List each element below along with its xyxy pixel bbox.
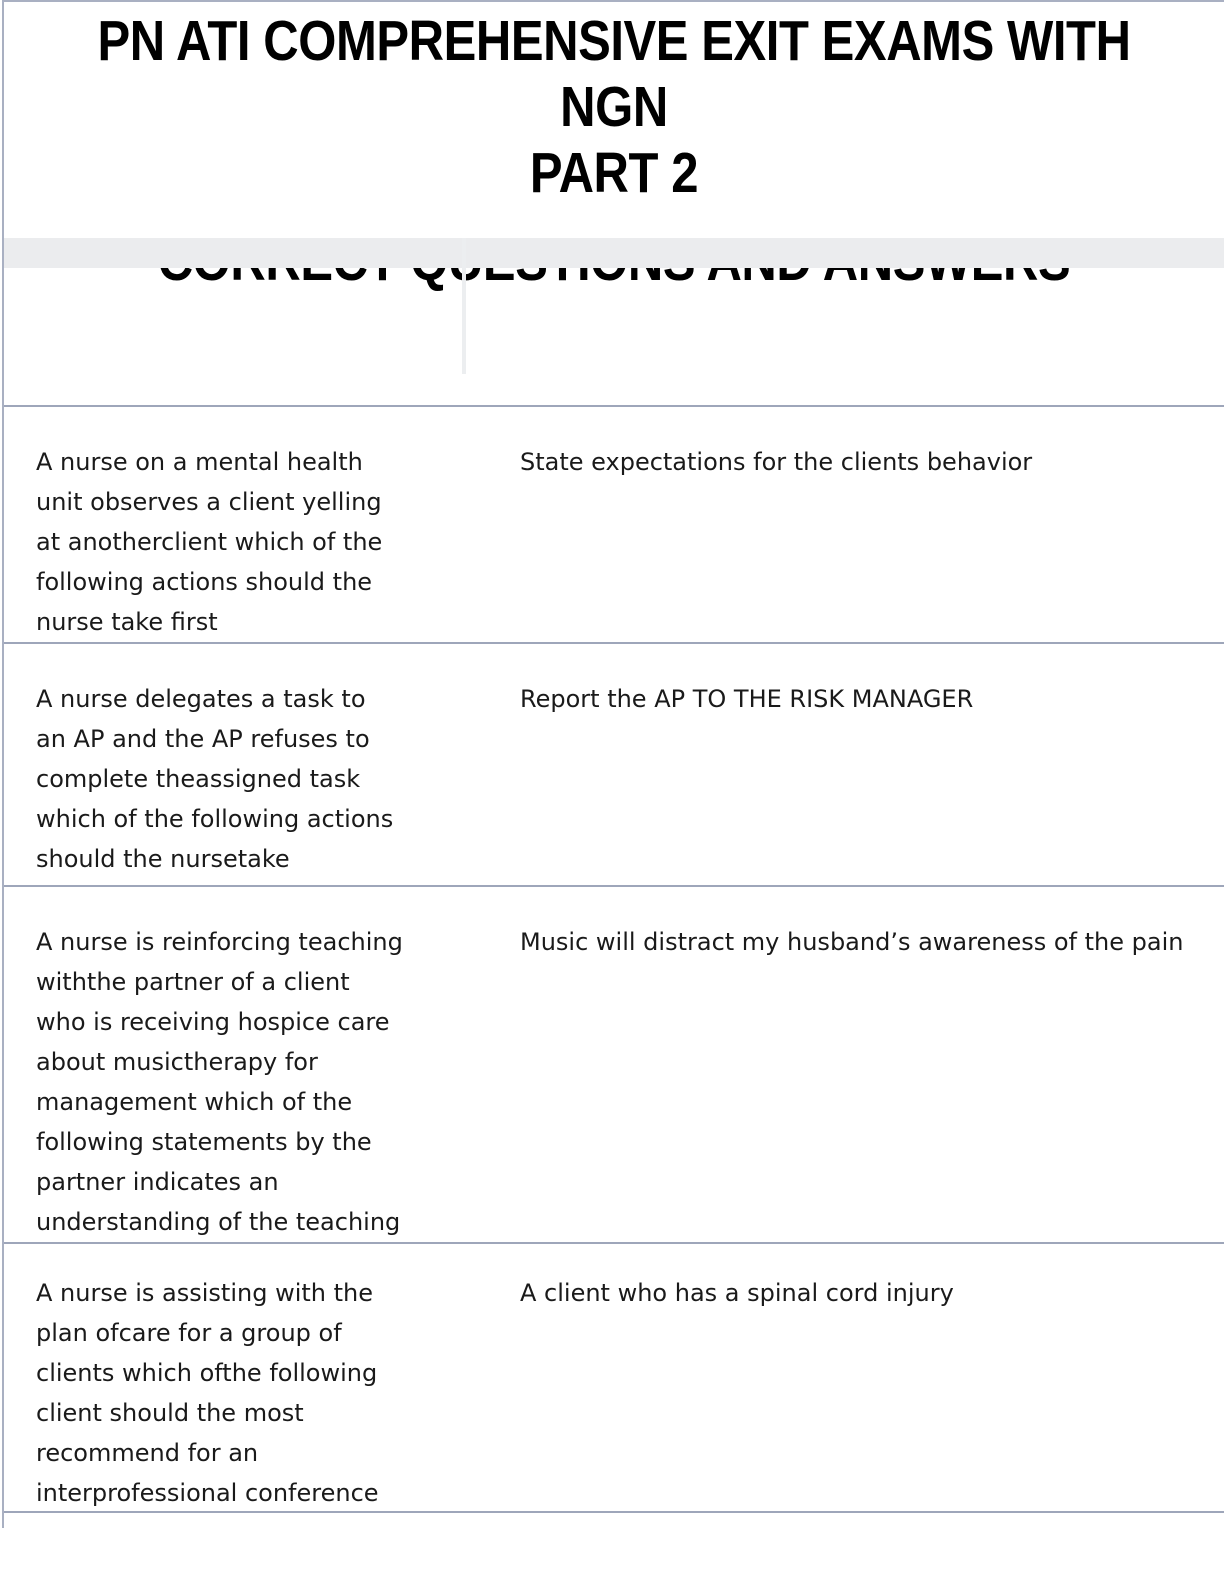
answer-cell: Music will distract my husband’s awareness of the pain <box>520 928 1184 956</box>
question-line: understanding of the teaching <box>36 1208 401 1236</box>
question-line: unit observes a client yelling <box>36 488 382 516</box>
table-row-divider <box>4 405 1224 407</box>
question-line: management which of the <box>36 1088 353 1116</box>
question-cell <box>36 679 421 879</box>
question-line: A nurse is reinforcing teaching <box>36 928 403 956</box>
table-row-divider <box>4 642 1224 644</box>
document-title-line-2: PART 2 <box>529 141 699 205</box>
table-header-column-divider <box>462 238 466 374</box>
question-line: who is receiving hospice care <box>36 1008 390 1036</box>
question-line: A nurse on a mental health <box>36 448 363 476</box>
table-row-divider <box>4 1242 1224 1244</box>
answer-cell: State expectations for the clients behavior <box>520 448 1033 476</box>
question-line: following statements by the <box>36 1128 372 1156</box>
question-line: clients which ofthe following <box>36 1359 378 1387</box>
question-cell <box>36 922 421 1242</box>
page-border-top <box>2 0 1224 2</box>
question-line: client should the most <box>36 1399 304 1427</box>
document-title-line-1: PN ATI COMPREHENSIVE EXIT EXAMS WITH NGN <box>97 9 1131 139</box>
table-header-row <box>4 238 1224 268</box>
question-line: following actions should the <box>36 568 373 596</box>
answer-cell: A client who has a spinal cord injury <box>520 1279 954 1307</box>
page-border-left <box>2 0 4 1528</box>
answer-cell: Report the AP TO THE RISK MANAGER <box>520 685 974 713</box>
question-line: recommend for an <box>36 1439 259 1467</box>
question-cell <box>36 442 421 642</box>
question-line: A nurse is assisting with the <box>36 1279 374 1307</box>
question-line: withthe partner of a client <box>36 968 350 996</box>
question-cell <box>36 1273 421 1513</box>
question-line: plan ofcare for a group of <box>36 1319 342 1347</box>
question-line: interprofessional conference <box>36 1479 379 1507</box>
question-line: about musictherapy for <box>36 1048 318 1076</box>
table-row-divider <box>4 885 1224 887</box>
question-line: A nurse delegates a task to <box>36 685 366 713</box>
question-line: an AP and the AP refuses to <box>36 725 370 753</box>
table-row-divider <box>4 1511 1224 1513</box>
question-line: complete theassigned task <box>36 765 361 793</box>
question-line: at anotherclient which of the <box>36 528 383 556</box>
question-line: should the nursetake <box>36 845 290 873</box>
question-line: nurse take first <box>36 608 218 636</box>
question-line: which of the following actions <box>36 805 394 833</box>
question-line: partner indicates an <box>36 1168 279 1196</box>
